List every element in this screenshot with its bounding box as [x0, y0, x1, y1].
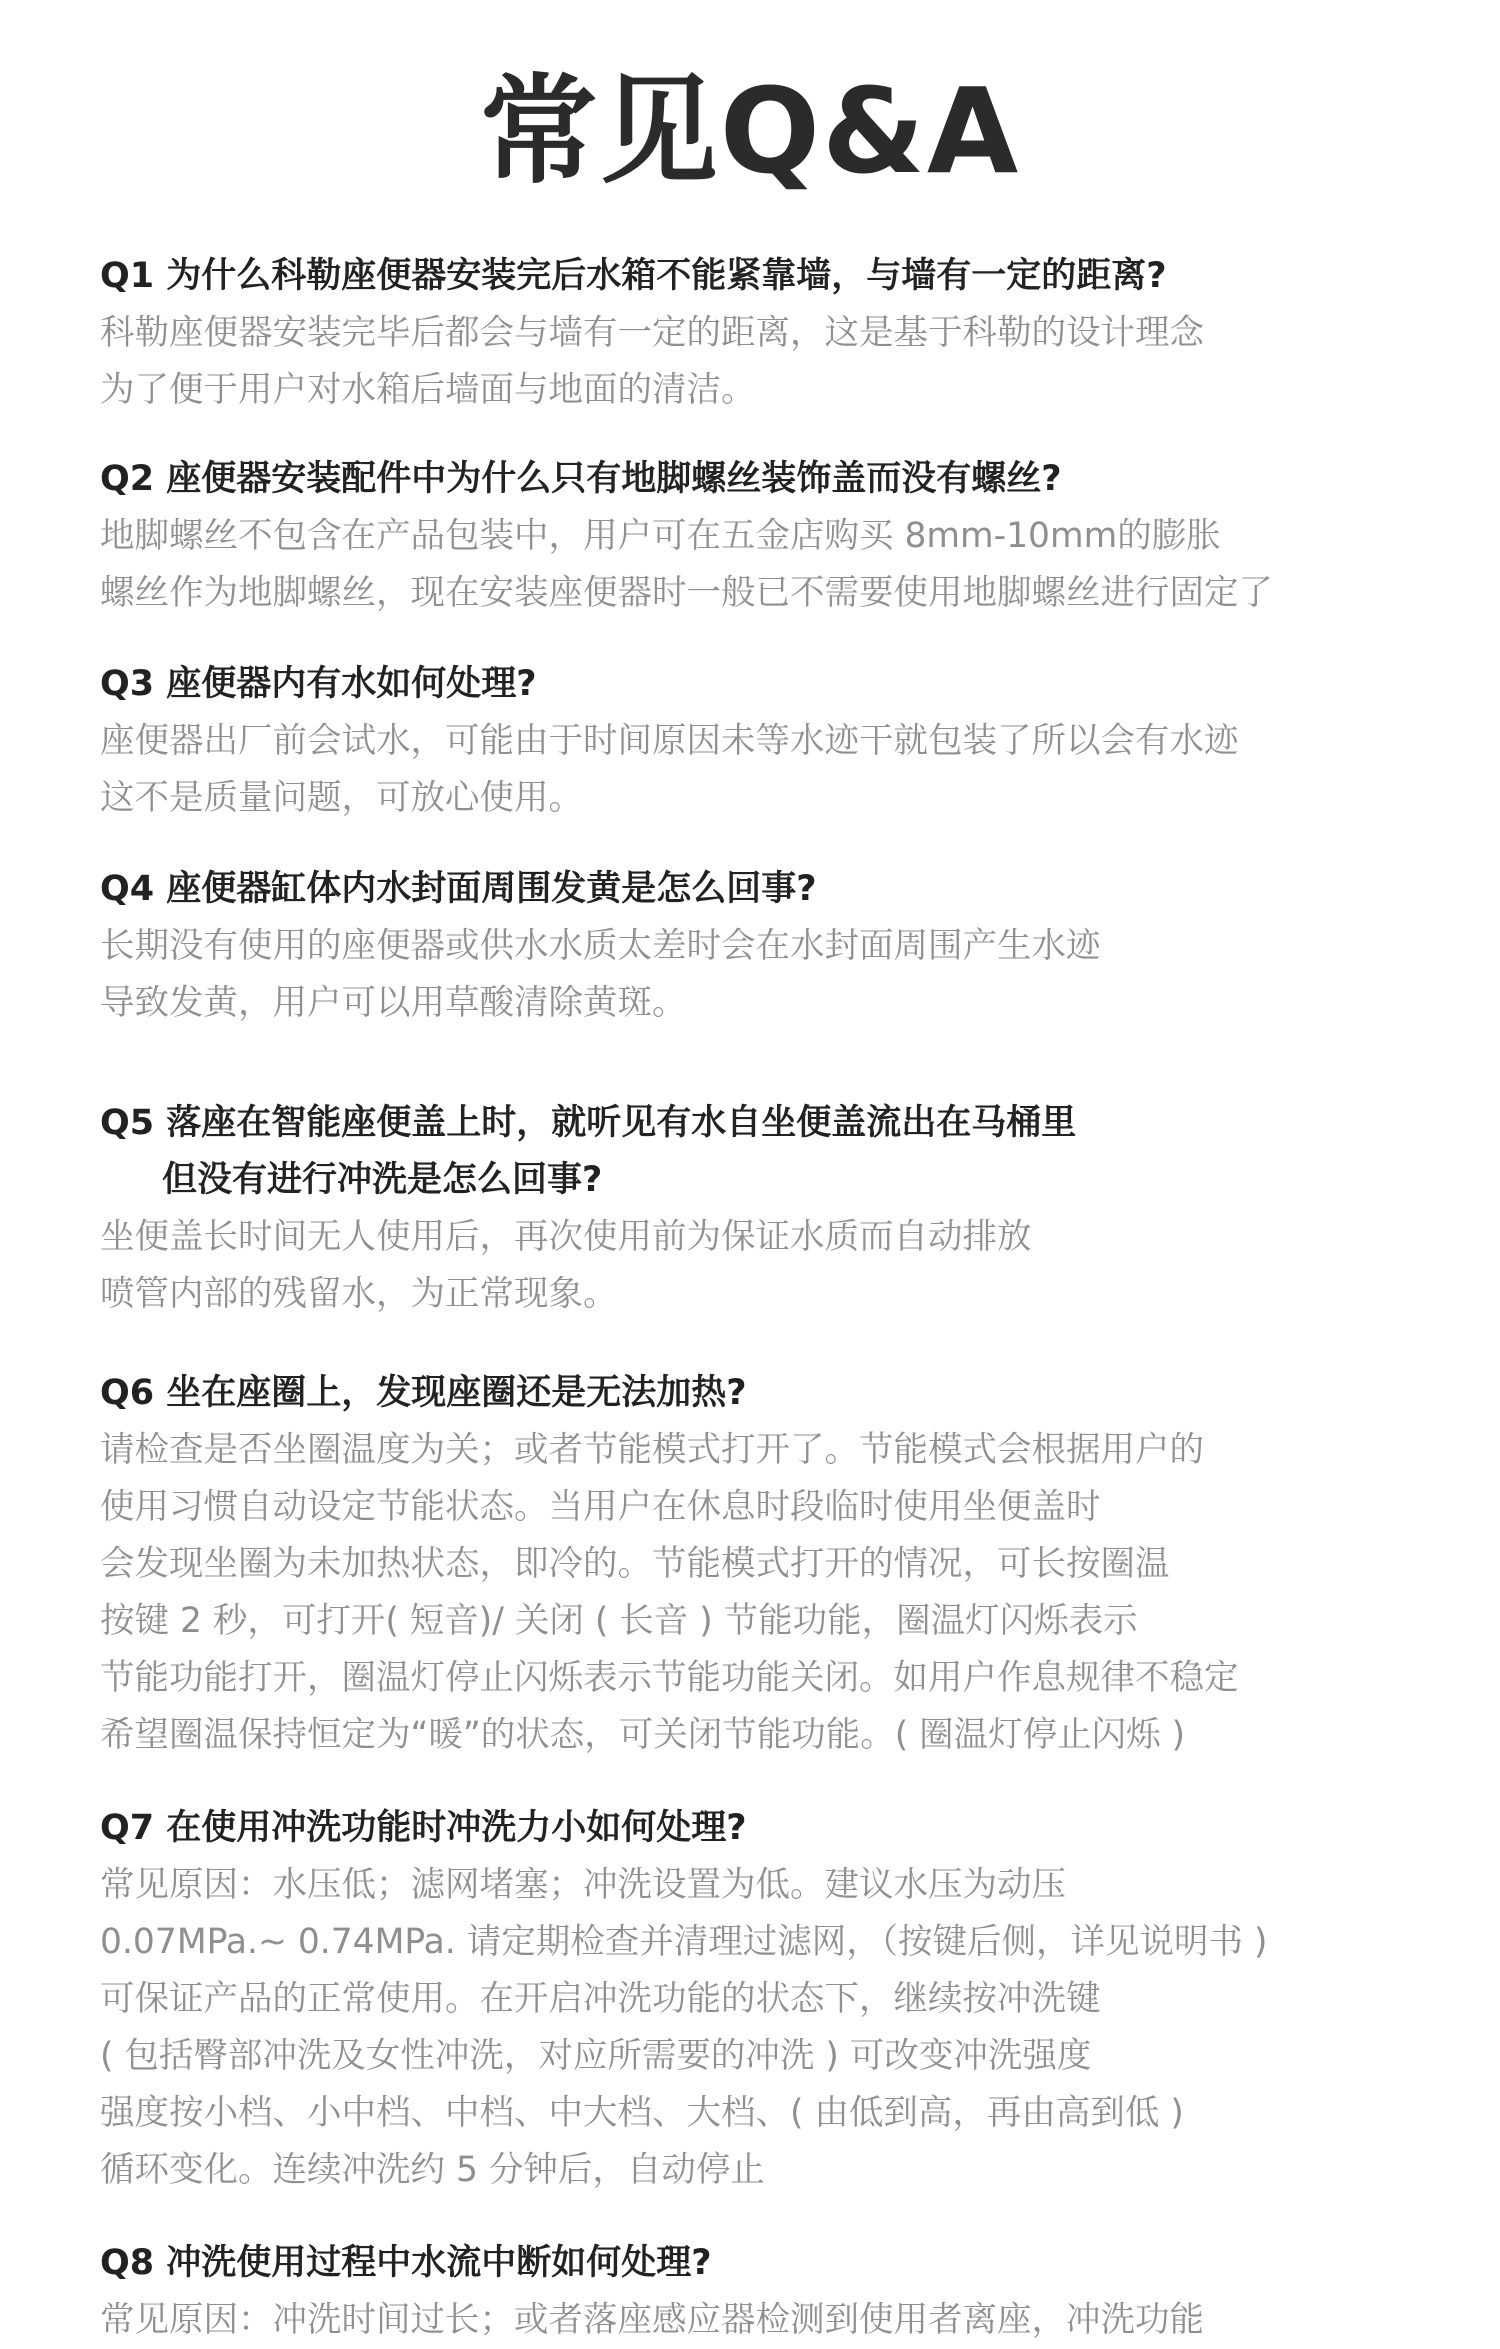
question-text: Q8 冲洗使用过程中水流中断如何处理? — [100, 2243, 712, 2283]
answer-line: 地脚螺丝不包含在产品包装中，用户可在五金店购买 8mm-10mm的膨胀 — [100, 516, 1221, 556]
answer-line: 节能功能打开，圈温灯停止闪烁表示节能功能关闭。如用户作息规律不稳定 — [100, 1658, 1239, 1698]
question-text: Q3 座便器内有水如何处理? — [100, 664, 537, 704]
answer-line: 常见原因：水压低；滤网堵塞；冲洗设置为低。建议水压为动压 — [100, 1865, 1066, 1905]
answer-line: 会发现坐圈为未加热状态，即冷的。节能模式打开的情况，可长按圈温 — [100, 1544, 1170, 1584]
question-text: Q7 在使用冲洗功能时冲洗力小如何处理? — [100, 1808, 747, 1848]
answer-line: 使用习惯自动设定节能状态。当用户在休息时段临时使用坐便盖时 — [100, 1487, 1101, 1527]
answer-line: 希望圈温保持恒定为“暖”的状态，可关闭节能功能。( 圈温灯停止闪烁 ) — [100, 1715, 1186, 1755]
answer-line: 导致发黄，用户可以用草酸清除黄斑。 — [100, 983, 687, 1023]
answer-line: 长期没有使用的座便器或供水水质太差时会在水封面周围产生水迹 — [100, 926, 1101, 966]
answer-line: 喷管内部的残留水，为正常现象。 — [100, 1274, 618, 1314]
page-title: 常见Q&A — [479, 62, 1021, 200]
answer-line: 这不是质量问题，可放心使用。 — [100, 778, 583, 818]
answer-line: 请检查是否坐圈温度为关；或者节能模式打开了。节能模式会根据用户的 — [100, 1430, 1204, 1470]
faq-item-q2 — [100, 451, 1440, 622]
question-text: Q5 落座在智能座便盖上时，就听见有水自坐便盖流出在马桶里 — [100, 1103, 1077, 1143]
faq-item-q7 — [100, 1800, 1440, 2199]
faq-item-q1 — [100, 248, 1440, 419]
answer-line: 螺丝作为地脚螺丝，现在安装座便器时一般已不需要使用地脚螺丝进行固定了 — [100, 573, 1273, 613]
answer-line: 座便器出厂前会试水，可能由于时间原因未等水迹干就包装了所以会有水迹 — [100, 721, 1239, 761]
answer-line: 为了便于用户对水箱后墙面与地面的清洁。 — [100, 370, 756, 410]
faq-item-q8 — [100, 2235, 1440, 2349]
question-text: Q6 坐在座圈上，发现座圈还是无法加热? — [100, 1373, 747, 1413]
answer-line: 科勒座便器安装完毕后都会与墙有一定的距离，这是基于科勒的设计理念 — [100, 313, 1204, 353]
answer-line: 强度按小档、小中档、中档、中大档、大档、( 由低到高，再由高到低 ) — [100, 2093, 1184, 2133]
question-text: Q1 为什么科勒座便器安装完后水箱不能紧靠墙，与墙有一定的距离? — [100, 256, 1167, 296]
answer-line: 常见原因：冲洗时间过长；或者落座感应器检测到使用者离座，冲洗功能 — [100, 2300, 1204, 2340]
faq-item-q5 — [100, 1095, 1440, 1323]
faq-item-q4 — [100, 861, 1440, 1032]
answer-line: 0.07MPa.~ 0.74MPa. 请定期检查并清理过滤网，（按键后侧，详见说明书 ) — [100, 1922, 1268, 1962]
faq-item-q3 — [100, 656, 1440, 827]
answer-line: ( 包括臀部冲洗及女性冲洗，对应所需要的冲洗 ) 可改变冲洗强度 — [100, 2036, 1092, 2076]
answer-line: 循环变化。连续冲洗约 5 分钟后，自动停止 — [100, 2150, 765, 2190]
faq-item-q6 — [100, 1365, 1440, 1764]
answer-line: 按键 2 秒，可打开( 短音)/ 关闭 ( 长音 ) 节能功能，圈温灯闪烁表示 — [100, 1601, 1138, 1641]
question-text: Q2 座便器安装配件中为什么只有地脚螺丝装饰盖而没有螺丝? — [100, 459, 1062, 499]
answer-line: 可保证产品的正常使用。在开启冲洗功能的状态下，继续按冲洗键 — [100, 1979, 1101, 2019]
answer-line: 坐便盖长时间无人使用后，再次使用前为保证水质而自动排放 — [100, 1217, 1032, 1257]
question-text: Q4 座便器缸体内水封面周围发黄是怎么回事? — [100, 869, 817, 909]
question-text-continued: 但没有进行冲洗是怎么回事? — [162, 1160, 603, 1200]
